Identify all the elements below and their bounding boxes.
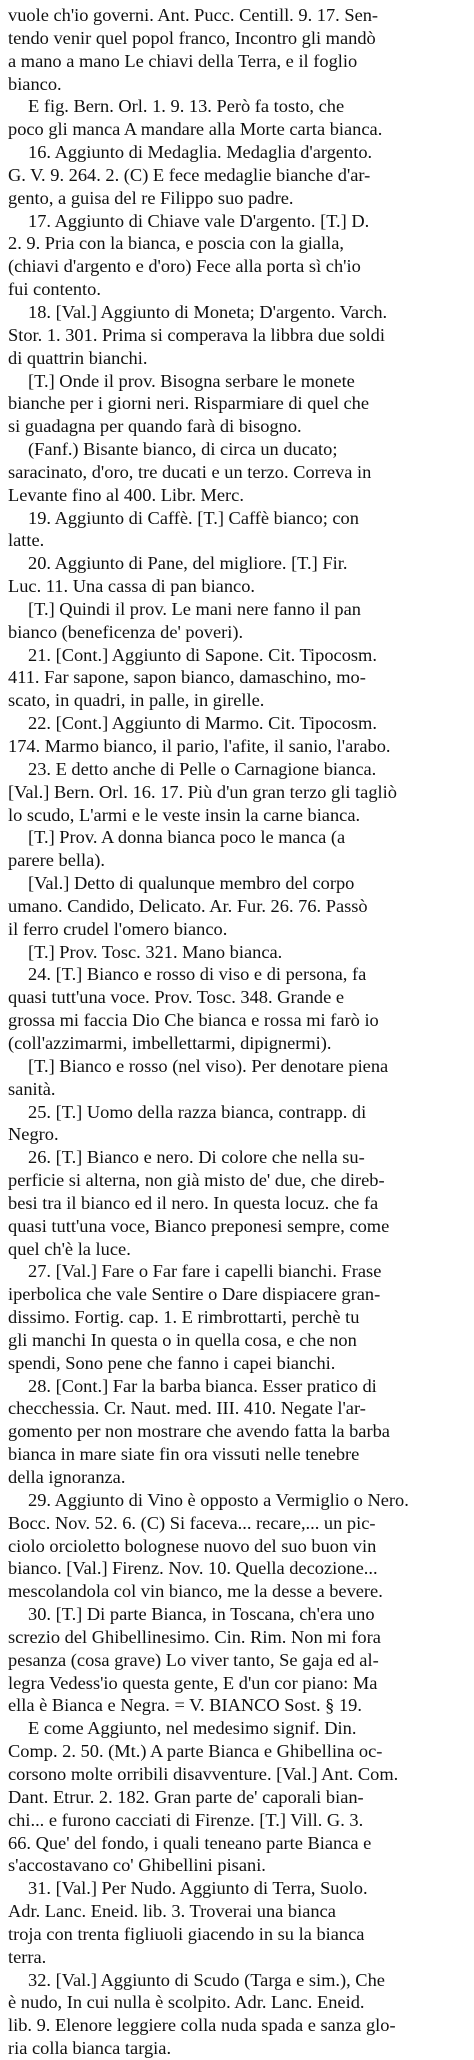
text-line: bianco. [Val.] Firenz. Nov. 10. Quella decozione... xyxy=(8,1558,378,1579)
text-line: 28. [Cont.] Far la barba bianca. Esser pratico di xyxy=(28,1375,377,1396)
text-line: screzio del Ghibellinesimo. Cin. Rim. Non mi fora xyxy=(8,1626,381,1647)
text-line: E come Aggiunto, nel medesimo signif. Din. xyxy=(28,1718,357,1739)
text-line: (chiavi d'argento e d'oro) Fece alla porta sì ch'io xyxy=(8,256,361,277)
text-line: gomento per non mostrare che avendo fatta la barba xyxy=(8,1421,390,1442)
text-line: Levante fino al 400. Libr. Merc. xyxy=(8,484,244,505)
text-line: [T.] Quindi il prov. Le mani nere fanno il pan xyxy=(28,598,361,619)
text-line: Adr. Lanc. Eneid. lib. 3. Troverai una bianca xyxy=(8,1901,336,1922)
text-line: E fig. Bern. Orl. 1. 9. 13. Però fa tosto, che xyxy=(28,96,345,117)
text-line: s'accostavano co' Ghibellini pisani. xyxy=(8,1855,266,1876)
text-line: terra. xyxy=(8,1946,47,1967)
text-line: ella è Bianca e Negra. = V. BIANCO Sost. § 19. xyxy=(8,1695,362,1716)
text-line: 29. Aggiunto di Vino è opposto a Vermiglio o Nero. xyxy=(28,1489,409,1510)
text-line: ria colla bianca targia. xyxy=(8,2038,172,2059)
text-line: 411. Far sapone, sapon bianco, damaschino, mo- xyxy=(8,667,366,688)
text-line: legra Vedess'io questa gente, E d'un cor piano: Ma xyxy=(8,1672,378,1693)
text-line: checchessia. Cr. Naut. med. III. 410. Negate l'ar- xyxy=(8,1398,366,1419)
text-line: ciolo orcioletto bolognese nuovo del suo buon vin xyxy=(8,1535,377,1556)
text-line: 31. [Val.] Per Nudo. Aggiunto di Terra, Suolo. xyxy=(28,1878,368,1899)
text-line: troja con trenta figliuoli giacendo in su la bianca xyxy=(8,1923,365,1944)
text-line: bianche per i giorni neri. Risparmiare di quel che xyxy=(8,393,370,414)
text-line: bianca in mare siate fin ora vissuti nelle tenebre xyxy=(8,1444,360,1465)
text-line: besi tra il bianco ed il nero. In questa locuz. che fa xyxy=(8,1192,379,1213)
text-line: quasi tutt'una voce, Bianco preponesi sempre, come xyxy=(8,1215,390,1236)
text-line: scato, in quadri, in palle, in girelle. xyxy=(8,690,265,711)
text-line: tendo venir quel popol franco, Incontro gli mandò xyxy=(8,27,376,48)
text-line: 26. [T.] Bianco e nero. Di colore che nella su- xyxy=(28,1147,365,1168)
text-line: di quattrin bianchi. xyxy=(8,347,148,368)
text-line: 27. [Val.] Fare o Far fare i capelli bianchi. Frase xyxy=(28,1261,382,1282)
text-line: poco gli manca A mandare alla Morte carta bianca. xyxy=(8,119,383,140)
text-line: sanità. xyxy=(8,1078,56,1099)
text-line: quel ch'è la luce. xyxy=(8,1238,131,1259)
text-line: iperbolica che vale Sentire o Dare dispiacere gran- xyxy=(8,1284,381,1305)
text-line: umano. Candido, Delicato. Ar. Fur. 26. 76. Passò xyxy=(8,895,368,916)
text-line: pesanza (cosa grave) Lo viver tanto, Se gaja ed al- xyxy=(8,1649,379,1670)
text-line: grossa mi faccia Dio Che bianca e rossa mi farò io xyxy=(8,1010,379,1031)
text-line: 25. [T.] Uomo della razza bianca, contrapp. di xyxy=(28,1101,367,1122)
text-line: 20. Aggiunto di Pane, del migliore. [T.] Fir. xyxy=(28,553,348,574)
text-line: (Fanf.) Bisante bianco, di circa un ducato; xyxy=(28,439,338,460)
text-line: [Val.] Bern. Orl. 16. 17. Più d'un gran terzo gli tagliò xyxy=(8,781,397,802)
text-line: il ferro crudel l'omero bianco. xyxy=(8,918,228,939)
text-line: G. V. 9. 264. 2. (C) E fece medaglie bianche d'ar- xyxy=(8,164,371,185)
text-line: spendi, Sono pene che fanno i capei bianchi. xyxy=(8,1352,336,1373)
text-line: fui contento. xyxy=(8,279,101,300)
text-line: mescolandola col vin bianco, me la desse a bevere. xyxy=(8,1581,383,1602)
text-line: Comp. 2. 50. (Mt.) A parte Bianca e Ghibellina oc- xyxy=(8,1741,383,1762)
text-line: [T.] Prov. Tosc. 321. Mano bianca. xyxy=(28,941,283,962)
text-line: quasi tutt'una voce. Prov. Tosc. 348. Grande e xyxy=(8,987,345,1008)
text-line: lo scudo, L'armi e le veste insin la carne bianca. xyxy=(8,804,361,825)
text-line: 16. Aggiunto di Medaglia. Medaglia d'argento. xyxy=(28,142,373,163)
text-line: a mano a mano Le chiavi della Terra, e il foglio xyxy=(8,50,358,71)
text-line: Negro. xyxy=(8,1124,59,1145)
text-line: gli manchi In questa o in quella cosa, e che non xyxy=(8,1329,357,1350)
text-line: chi... e furono cacciati di Firenze. [T.] Vill. G. 3. xyxy=(8,1809,364,1830)
text-line: 23. E detto anche di Pelle o Carnagione bianca. xyxy=(28,758,377,779)
text-line: Bocc. Nov. 52. 6. (C) Si faceva... recare,... un pic- xyxy=(8,1512,376,1533)
text-line: [T.] Bianco e rosso (nel viso). Per denotare piena xyxy=(28,1055,389,1076)
text-line: gento, a guisa del re Filippo suo padre. xyxy=(8,187,294,208)
text-line: 174. Marmo bianco, il pario, l'afite, il sanio, l'arabo. xyxy=(8,736,391,756)
text-line: 2. 9. Pria con la bianca, e poscia con la gialla, xyxy=(8,233,345,254)
text-line: Stor. 1. 301. Prima si comperava la libbra due soldi xyxy=(8,324,385,345)
text-line: bianco (beneficenza de' poveri). xyxy=(8,621,244,642)
text-line: 30. [T.] Di parte Bianca, in Toscana, ch'era uno xyxy=(28,1604,375,1625)
text-line: 24. [T.] Bianco e rosso di viso e di persona, fa xyxy=(28,964,367,985)
text-line: bianco. xyxy=(8,73,62,94)
text-line: vuole ch'io governi. Ant. Pucc. Centill. 9. 17. Sen- xyxy=(8,5,379,25)
text-line: latte. xyxy=(8,530,45,551)
text-line: della ignoranza. xyxy=(8,1467,126,1487)
text-line: è nudo, In cui nulla è scolpito. Adr. Lanc. Eneid. xyxy=(8,1992,365,2013)
text-line: [T.] Prov. A donna bianca poco le manca (a xyxy=(28,827,346,848)
text-line: si guadagna per quando farà di bisogno. xyxy=(8,416,302,437)
text-line: corsono molte orribili disavventure. [Val.] Ant. Com. xyxy=(8,1763,399,1784)
text-line: saracinato, d'oro, tre ducati e un terzo. Correva in xyxy=(8,461,372,482)
text-line: 17. Aggiunto di Chiave vale D'argento. [T.] D. xyxy=(28,210,370,231)
text-line: 32. [Val.] Aggiunto di Scudo (Targa e sim.), Che xyxy=(28,1969,385,1990)
text-line: 21. [Cont.] Aggiunto di Sapone. Cit. Tipocosm. xyxy=(28,644,377,665)
text-line: Luc. 11. Una cassa di pan bianco. xyxy=(8,576,255,597)
text-line: [Val.] Detto di qualunque membro del corpo xyxy=(28,873,355,894)
text-line: Dant. Etrur. 2. 182. Gran parte de' caporali bian- xyxy=(8,1786,364,1807)
text-line: perficie si alterna, non già misto de' due, che direb- xyxy=(8,1170,385,1191)
text-line: [T.] Onde il prov. Bisogna serbare le monete xyxy=(28,370,355,391)
text-line: 18. [Val.] Aggiunto di Moneta; D'argento. Varch. xyxy=(28,301,388,322)
text-line: parere bella). xyxy=(8,850,105,871)
text-line: (coll'azzimarmi, imbellettarmi, dipignermi). xyxy=(8,1032,332,1053)
text-line: dissimo. Fortig. cap. 1. E rimbrottarti, perchè tu xyxy=(8,1307,360,1328)
text-line: 22. [Cont.] Aggiunto di Marmo. Cit. Tipocosm. xyxy=(28,713,377,734)
text-line: 19. Aggiunto di Caffè. [T.] Caffè bianco; con xyxy=(28,507,359,528)
text-line: lib. 9. Elenore leggiere colla nuda spada e sanza glo- xyxy=(8,2015,396,2036)
text-line: 66. Que' del fondo, i quali teneano parte Bianca e xyxy=(8,1832,372,1853)
